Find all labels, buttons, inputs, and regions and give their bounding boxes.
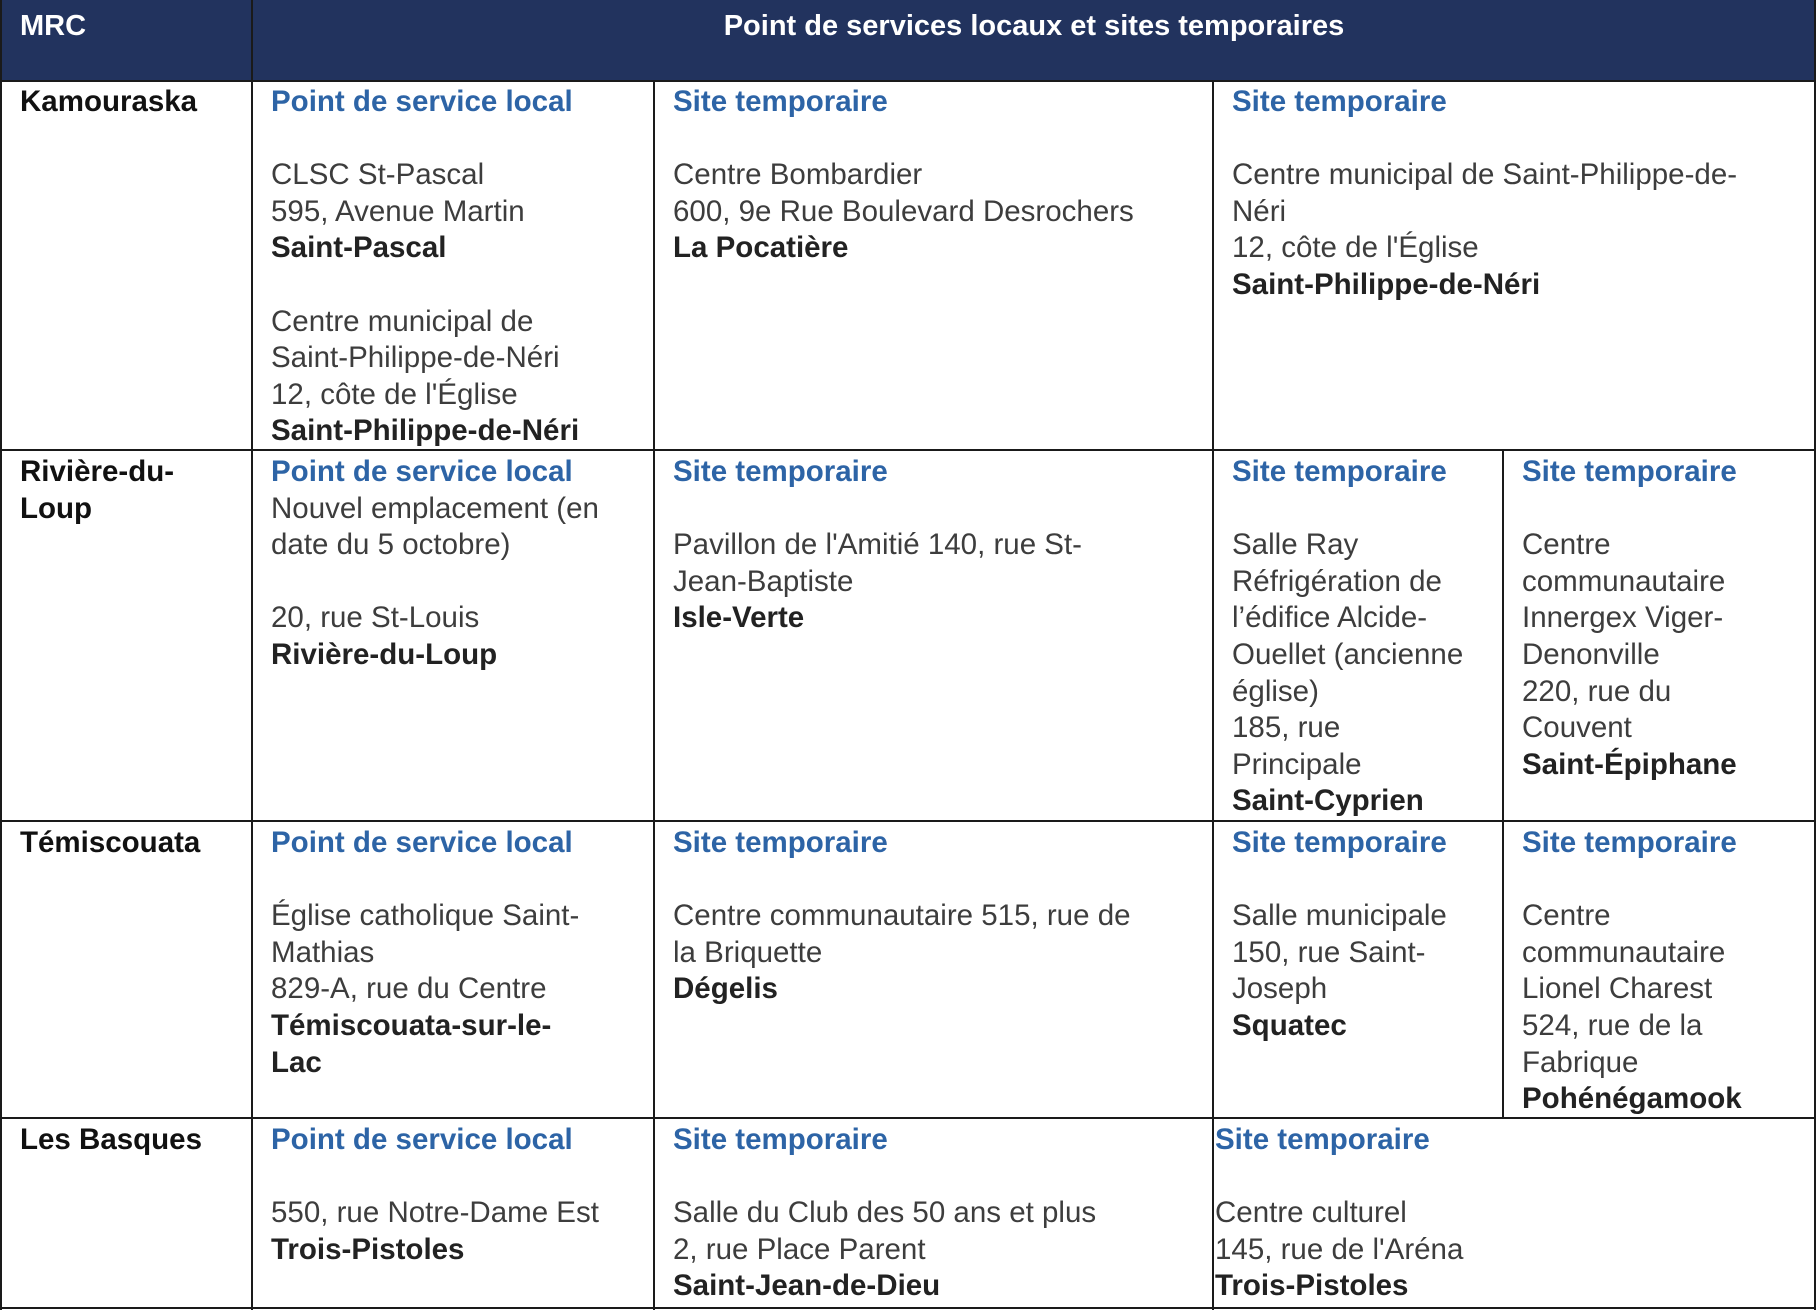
spacer [673, 491, 1082, 528]
address-line: Innergex Viger- [1522, 601, 1724, 635]
address-line: Ouellet (ancienne [1232, 637, 1464, 671]
spacer [271, 121, 579, 158]
spacer [271, 862, 579, 899]
city-name: Saint-Épiphane [1522, 747, 1737, 781]
cell-kamouraska-site-temporaire-1 [673, 84, 1134, 267]
address-line: l’édifice Alcide- [1232, 601, 1428, 635]
city-name: Dégelis [673, 972, 778, 1006]
cell-heading: Site temporaire [1522, 455, 1737, 488]
address-line: Centre Bombardier [673, 158, 923, 192]
address-line: Fabrique [1522, 1045, 1639, 1079]
spacer [1232, 862, 1447, 899]
address-line: communautaire [1522, 564, 1726, 598]
spacer [673, 121, 1134, 158]
address-line: Principale [1232, 747, 1362, 781]
address-line: Centre [1522, 528, 1611, 562]
grid-line [1814, 0, 1816, 1310]
city-name: Squatec [1232, 1008, 1347, 1042]
city-name: Saint-Pascal [271, 231, 447, 265]
cell-heading: Site temporaire [1232, 85, 1447, 118]
address-line: Mathias [271, 935, 375, 969]
spacer [673, 862, 1131, 899]
cell-les-basques-site-temporaire-2 [1215, 1122, 1463, 1305]
address-line: CLSC St-Pascal [271, 158, 485, 192]
address-line: 600, 9e Rue Boulevard Desrochers [673, 194, 1134, 228]
address-line: 595, Avenue Martin [271, 194, 525, 228]
address-line: 145, rue de l'Aréna [1215, 1232, 1464, 1266]
cell-heading: Site temporaire [1232, 455, 1447, 488]
city-name: Trois-Pistoles [271, 1232, 465, 1266]
cell-heading: Point de service local [271, 85, 573, 118]
grid-line [0, 1307, 1816, 1309]
address-line: communautaire [1522, 935, 1726, 969]
city-name: Saint-Philippe-de-Néri [271, 414, 580, 448]
grid-line [1502, 450, 1504, 1118]
spacer [1522, 491, 1737, 528]
cell-temiscouata-site-temporaire-3 [1522, 825, 1742, 1118]
city-name: Rivière-du-Loup [271, 637, 498, 671]
address-line: Centre municipal de [271, 304, 534, 338]
cell-heading: Site temporaire [673, 85, 888, 118]
city-name: Trois-Pistoles [1215, 1269, 1409, 1303]
cell-heading: Point de service local [271, 455, 573, 488]
cell-heading: Site temporaire [1232, 826, 1447, 859]
city-name: Saint-Philippe-de-Néri [1232, 267, 1541, 301]
cell-temiscouata-site-temporaire-1 [673, 825, 1131, 1008]
cell-riviere-du-loup-site-temporaire-1 [673, 454, 1082, 637]
spacer [271, 564, 599, 601]
address-line: Denonville [1522, 637, 1660, 671]
city-name: Témiscouata-sur-le- [271, 1008, 552, 1042]
grid-line [1212, 80, 1214, 1310]
address-line: 829-A, rue du Centre [271, 972, 547, 1006]
cell-riviere-du-loup-site-temporaire-3 [1522, 454, 1737, 783]
address-line: Centre [1522, 899, 1611, 933]
cell-heading: Site temporaire [1522, 826, 1737, 859]
address-line: église) [1232, 674, 1319, 708]
cell-heading: Point de service local [271, 826, 573, 859]
address-line: Réfrigération de [1232, 564, 1442, 598]
address-line: 150, rue Saint- [1232, 935, 1426, 969]
grid-line [0, 80, 1816, 82]
header-mrc-label: MRC [20, 10, 87, 42]
spacer [1522, 862, 1742, 899]
cell-heading: Point de service local [271, 1123, 573, 1156]
grid-line [653, 80, 655, 1310]
spacer [271, 267, 579, 304]
cell-les-basques-site-temporaire-1 [673, 1122, 1096, 1305]
address-line: la Briquette [673, 935, 823, 969]
address-line: 550, rue Notre-Dame Est [271, 1196, 599, 1230]
grid-line [0, 820, 1816, 822]
cell-kamouraska-site-temporaire-2 [1232, 84, 1737, 304]
address-line: Néri [1232, 194, 1287, 228]
address-line: Salle du Club des 50 ans et plus [673, 1196, 1097, 1230]
address-line: Couvent [1522, 711, 1632, 745]
city-name: Lac [271, 1045, 322, 1079]
cell-temiscouata-point-de-service [271, 825, 579, 1081]
address-line: Centre municipal de Saint-Philippe-de- [1232, 158, 1738, 192]
cell-riviere-du-loup-point-de-service [271, 454, 599, 674]
address-line: Nouvel emplacement (en [271, 491, 599, 525]
address-line: 2, rue Place Parent [673, 1232, 926, 1266]
grid-line [251, 0, 253, 1310]
cell-les-basques-point-de-service [271, 1122, 599, 1268]
address-line: Joseph [1232, 972, 1328, 1006]
cell-temiscouata-site-temporaire-2 [1232, 825, 1447, 1045]
address-line: Centre communautaire 515, rue de [673, 899, 1131, 933]
cell-heading: Site temporaire [1215, 1123, 1430, 1156]
city-name: Saint-Cyprien [1232, 784, 1424, 818]
spacer [1232, 121, 1737, 158]
cell-heading: Site temporaire [673, 826, 888, 859]
address-line: 185, rue [1232, 711, 1341, 745]
address-line: Salle Ray [1232, 528, 1359, 562]
address-line: 12, côte de l'Église [1232, 231, 1479, 265]
mrc-temiscouata: Témiscouata [20, 826, 201, 859]
address-line: Lionel Charest [1522, 972, 1713, 1006]
address-line: 12, côte de l'Église [271, 377, 518, 411]
cell-heading: Site temporaire [673, 455, 888, 488]
mrc-kamouraska: Kamouraska [20, 85, 198, 118]
address-line: 20, rue St-Louis [271, 601, 480, 635]
address-line: Centre culturel [1215, 1196, 1407, 1230]
address-line: 220, rue du [1522, 674, 1672, 708]
address-line: 524, rue de la [1522, 1008, 1703, 1042]
city-name: Saint-Jean-de-Dieu [673, 1269, 941, 1303]
cell-kamouraska-point-de-service [271, 84, 579, 450]
address-line: Pavillon de l'Amitié 140, rue St- [673, 528, 1082, 562]
mrc-les-basques: Les Basques [20, 1123, 202, 1156]
header-mrc-cell [0, 0, 252, 82]
address-line: Église catholique Saint- [271, 899, 580, 933]
spacer [1232, 491, 1463, 528]
mrc-riviere-du-loup: Rivière-du- Loup [20, 455, 175, 525]
spacer [673, 1159, 1096, 1196]
spacer [1215, 1159, 1463, 1196]
header-title: Point de services locaux et sites temporaires [723, 10, 1345, 42]
city-name: La Pocatière [673, 231, 849, 265]
city-name: Pohénégamook [1522, 1082, 1742, 1116]
address-line: Jean-Baptiste [673, 564, 854, 598]
cell-riviere-du-loup-site-temporaire-2 [1232, 454, 1463, 820]
address-line: Saint-Philippe-de-Néri [271, 341, 560, 375]
address-line: date du 5 octobre) [271, 528, 511, 562]
spacer [271, 1159, 599, 1196]
city-name: Isle-Verte [673, 601, 805, 635]
address-line: Salle municipale [1232, 899, 1447, 933]
cell-heading: Site temporaire [673, 1123, 888, 1156]
grid-line [0, 0, 2, 1310]
